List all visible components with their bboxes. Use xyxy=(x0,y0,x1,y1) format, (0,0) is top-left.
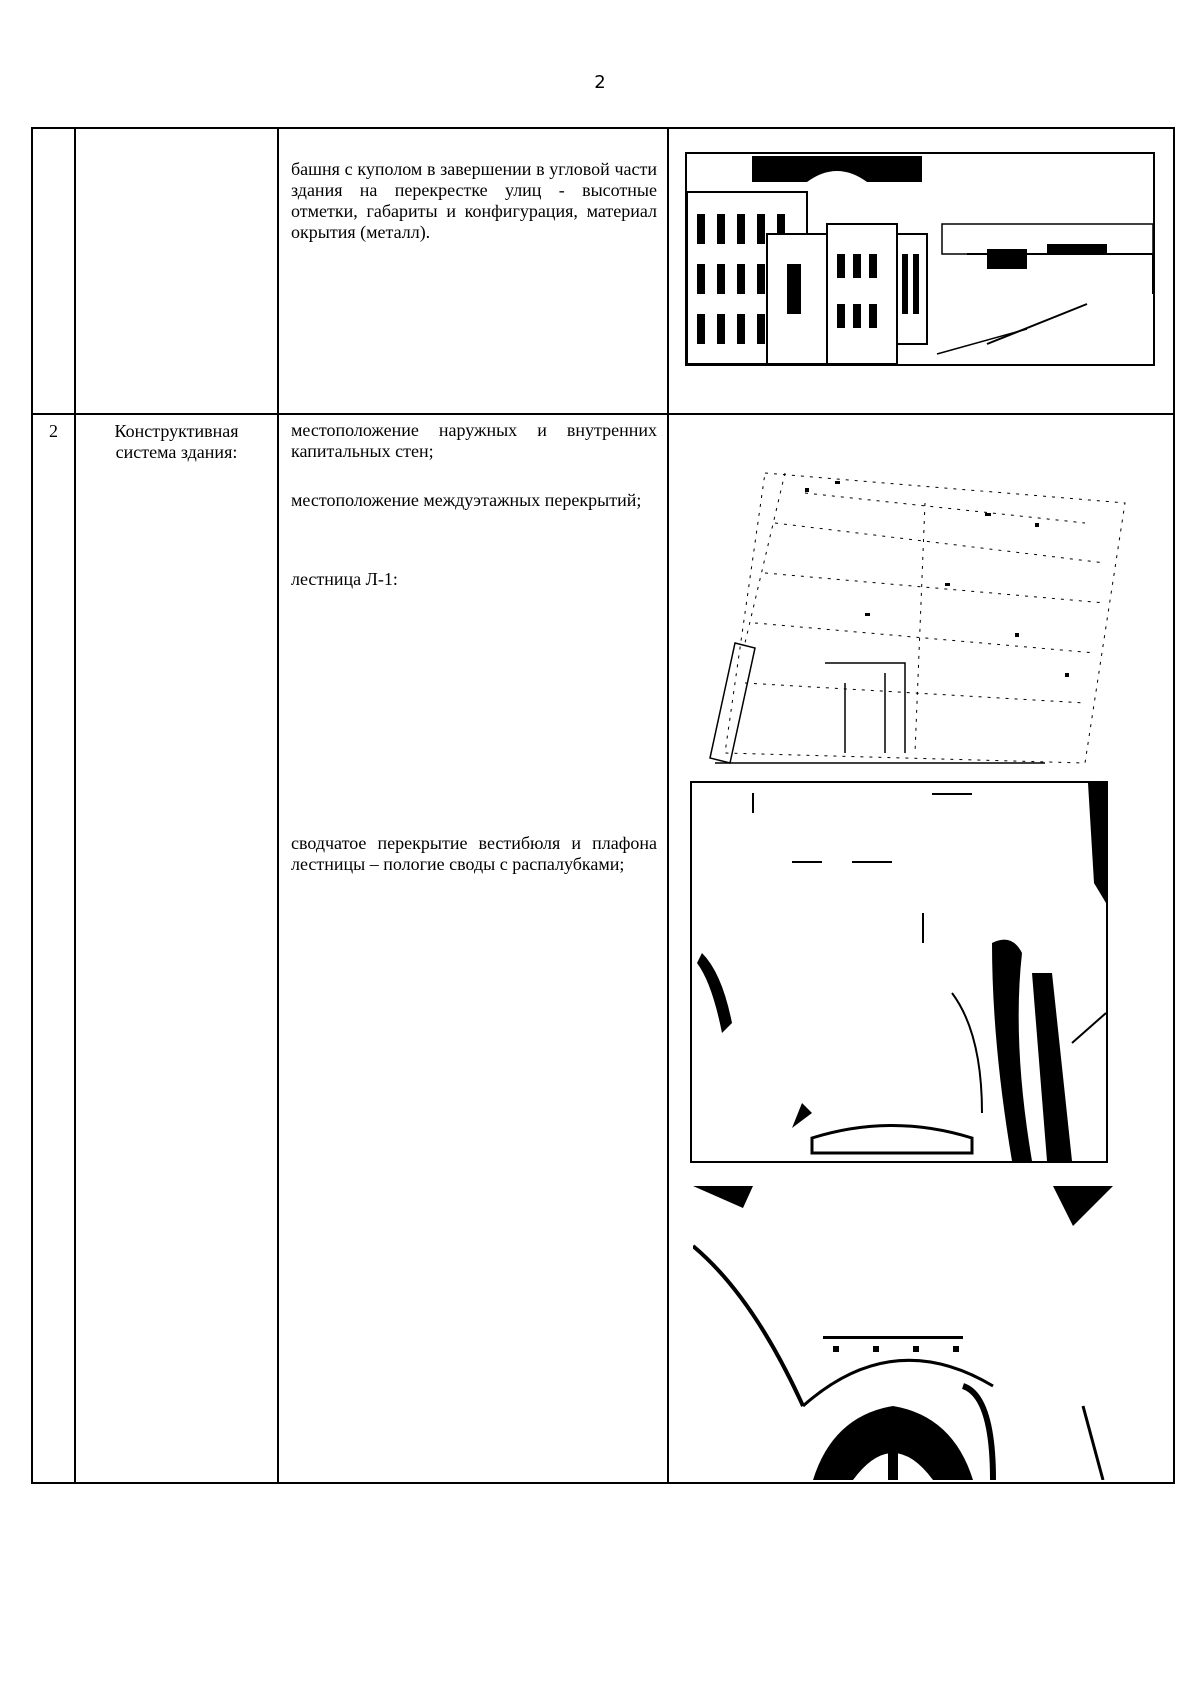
feature-description-cell xyxy=(278,414,668,1483)
row-number xyxy=(33,129,74,135)
staircase-ceiling-photo xyxy=(693,1186,1113,1480)
feature-description-text: местоположение наружных и внутренних капитальных стен; xyxy=(291,420,657,461)
photo-cell xyxy=(668,128,1174,414)
building-plan-photo xyxy=(685,433,1155,783)
feature-description-text: сводчатое перекрытие вестибюля и плафона лестницы – пологие своды с распалубками; xyxy=(291,833,657,874)
feature-name-cell xyxy=(75,414,278,1483)
page-number: 2 xyxy=(594,72,606,93)
tower-dome-photo xyxy=(685,152,1155,366)
row-number: 2 xyxy=(49,421,58,441)
table-row xyxy=(32,128,1174,414)
table-row xyxy=(32,414,1174,1483)
feature-description-text: лестница Л-1: xyxy=(291,569,398,589)
feature-description-text: башня с куполом в завершении в угловой части здания на перекрестке улиц - высотные отметки, габариты и конфигурация, материал окрытия (металл). xyxy=(291,159,657,242)
row-number-cell xyxy=(32,128,75,414)
heritage-features-table xyxy=(31,127,1175,1484)
feature-name xyxy=(76,129,277,135)
feature-name: Конструктивная система здания: xyxy=(114,421,239,462)
photo-cell xyxy=(668,414,1174,1483)
feature-description-text: местоположение междуэтажных перекрытий; xyxy=(291,490,642,510)
feature-name-cell xyxy=(75,128,278,414)
vestibule-vault-photo xyxy=(690,781,1108,1163)
feature-description-cell xyxy=(278,128,668,414)
row-number-cell xyxy=(32,414,75,1483)
